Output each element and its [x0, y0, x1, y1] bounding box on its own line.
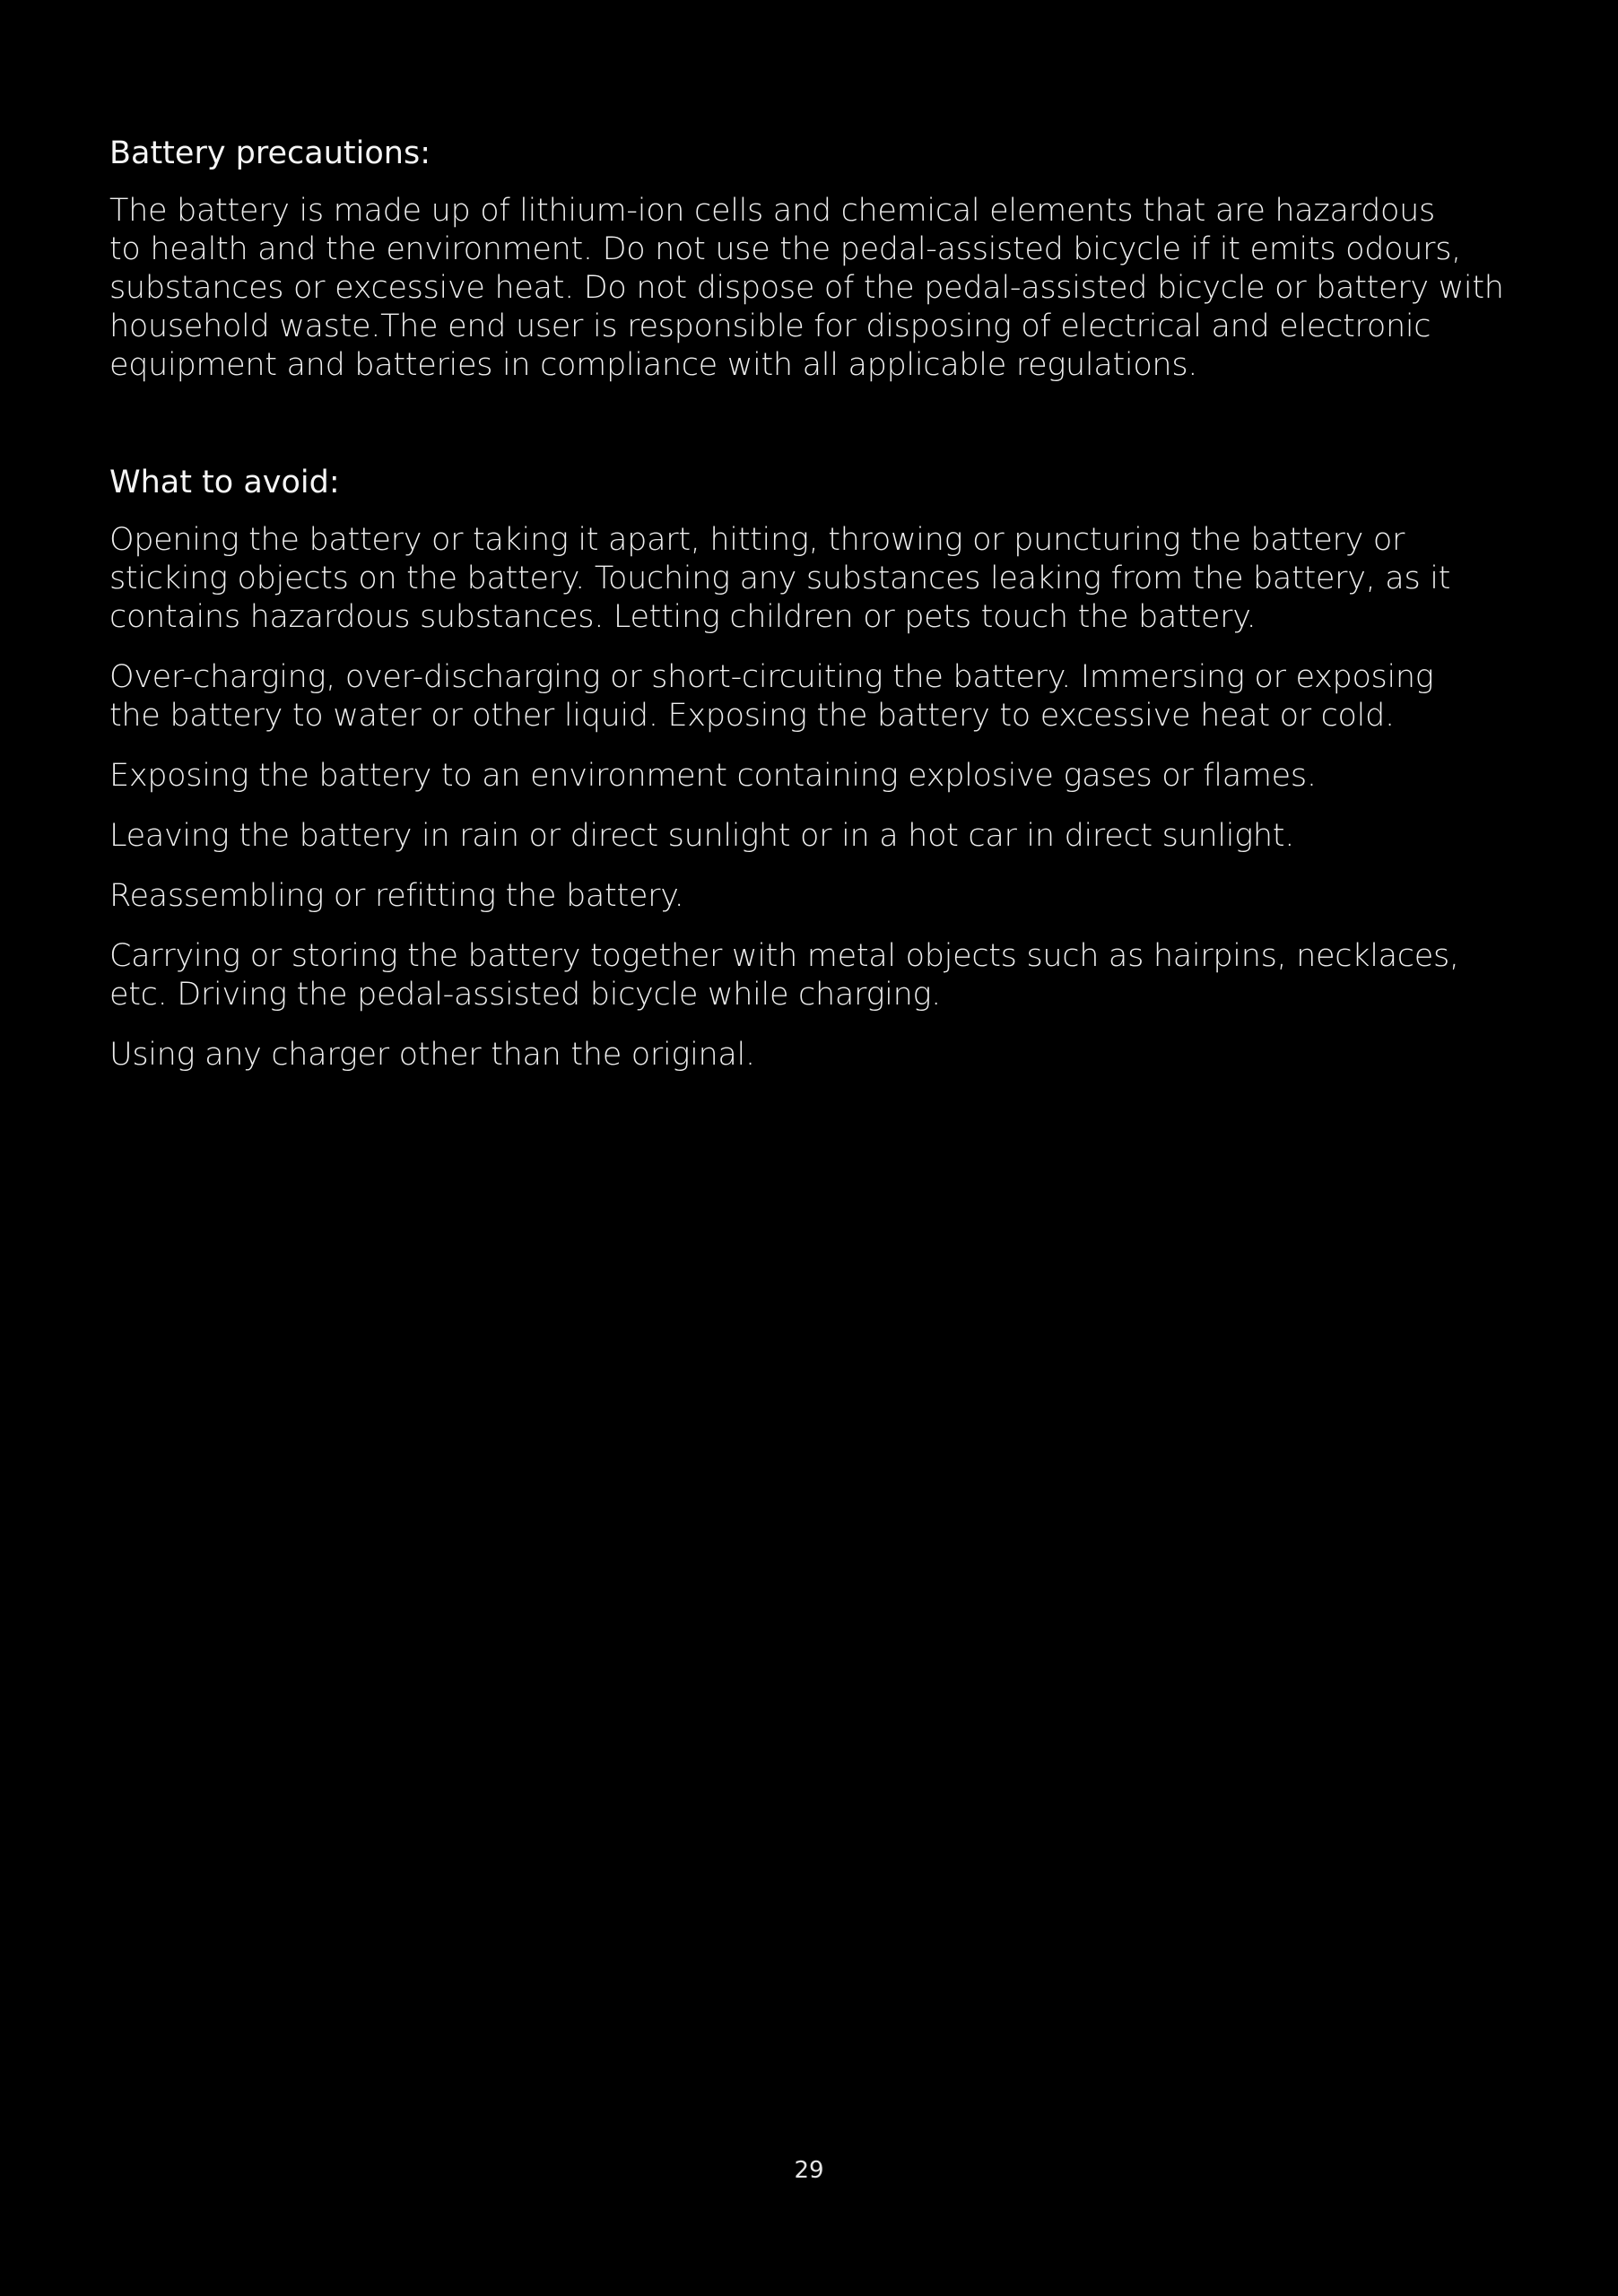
paragraph-line: the battery to water or other liquid. Exposing the battery to excessive heat or cold.	[109, 698, 1395, 734]
paragraph-line: Carrying or storing the battery together with metal objects such as hairpins, necklaces,	[109, 938, 1459, 974]
paragraph-line: Over-charging, over-discharging or short-circuiting the battery. Immersing or exposing	[109, 659, 1434, 695]
section-spacer	[109, 406, 1527, 462]
paragraph-line: etc. Driving the pedal-assisted bicycle while charging.	[109, 977, 941, 1013]
section-battery-precautions	[109, 133, 1527, 385]
paragraph	[109, 658, 1527, 735]
paragraph-line: Leaving the battery in rain or direct sunlight or in a hot car in direct sunlight.	[109, 818, 1295, 854]
paragraph-line: equipment and batteries in compliance with all applicable regulations.	[109, 347, 1198, 383]
paragraph	[109, 757, 1527, 796]
section-heading: What to avoid:	[109, 465, 340, 500]
section-what-to-avoid	[109, 462, 1527, 1074]
paragraph	[109, 937, 1527, 1014]
paragraph-line: Exposing the battery to an environment containing explosive gases or flames.	[109, 758, 1317, 794]
paragraph-line: household waste.The end user is responsible for disposing of electrical and electronic	[109, 309, 1431, 344]
paragraph-line: contains hazardous substances. Letting children or pets touch the battery.	[109, 599, 1257, 635]
paragraph	[109, 817, 1527, 856]
paragraph-line: Reassembling or refitting the battery.	[109, 878, 684, 914]
paragraph	[109, 521, 1527, 637]
page-number: 29	[794, 2157, 824, 2184]
section-heading: Battery precautions:	[109, 135, 431, 171]
paragraph-line: The battery is made up of lithium-ion cells and chemical elements that are hazardous	[109, 193, 1435, 229]
paragraph-line: Opening the battery or taking it apart, hitting, throwing or puncturing the battery or	[109, 522, 1405, 558]
paragraph-line: sticking objects on the battery. Touching any substances leaking from the battery, as it	[109, 561, 1451, 596]
paragraph	[109, 1036, 1527, 1074]
page-content	[109, 133, 1527, 1096]
paragraph-line: to health and the environment. Do not use the pedal-assisted bicycle if it emits odours,	[109, 231, 1461, 267]
paragraph-line: substances or excessive heat. Do not dispose of the pedal-assisted bicycle or battery with	[109, 270, 1504, 306]
paragraph-line: Using any charger other than the original.	[109, 1037, 755, 1073]
paragraph	[109, 877, 1527, 916]
paragraph	[109, 192, 1527, 385]
